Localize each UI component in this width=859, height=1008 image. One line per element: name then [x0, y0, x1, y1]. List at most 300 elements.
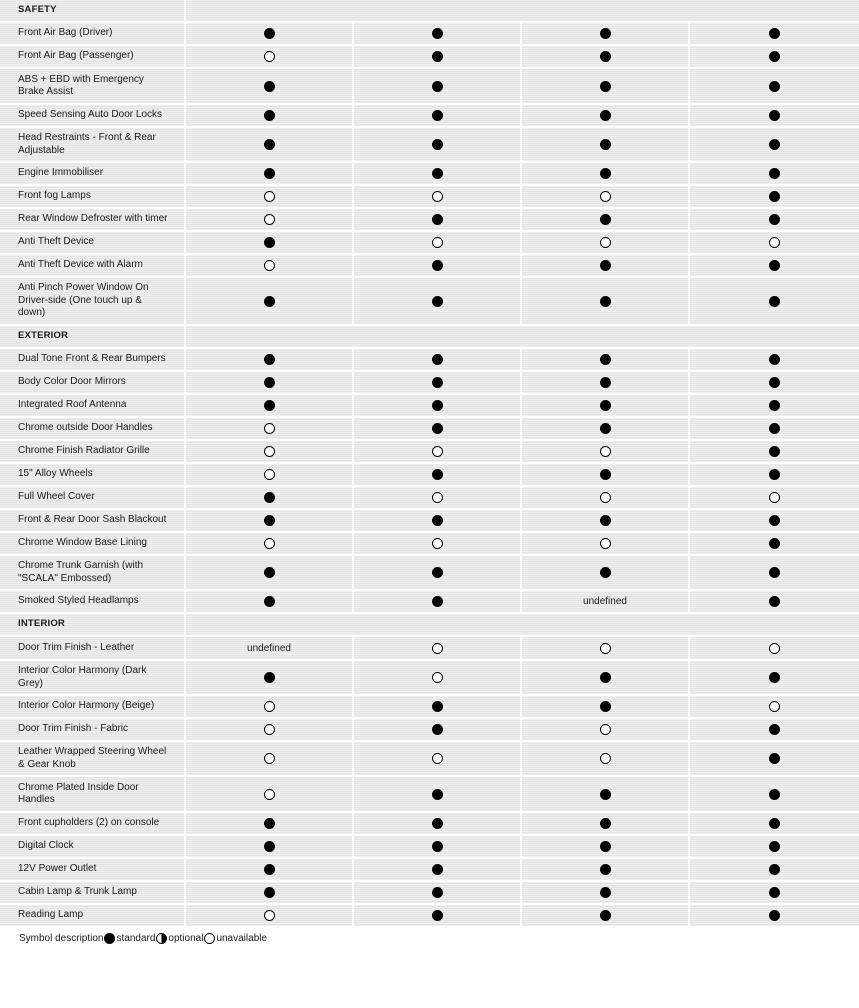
filled-circle-icon: [769, 864, 780, 875]
feature-value-cell: [690, 777, 859, 811]
filled-circle-icon: [264, 400, 275, 411]
empty-circle-icon: [264, 910, 275, 921]
filled-circle-icon: [432, 910, 443, 921]
filled-circle-icon: [769, 446, 780, 457]
feature-value-cell: [690, 163, 859, 184]
table-row: [0, 696, 859, 719]
filled-circle-icon: [264, 672, 275, 683]
empty-circle-icon: [264, 789, 275, 800]
filled-circle-icon: [600, 701, 611, 712]
table-row: [0, 719, 859, 742]
feature-value-cell: [690, 372, 859, 393]
filled-circle-icon: [769, 672, 780, 683]
feature-value-cell: [186, 372, 354, 393]
feature-value-cell: [690, 418, 859, 439]
filled-circle-icon: [432, 841, 443, 852]
empty-circle-icon: [600, 724, 611, 735]
empty-circle-icon: [769, 701, 780, 712]
feature-value-cell: [186, 742, 354, 775]
feature-label: Interior Color Harmony (Beige): [0, 696, 186, 717]
filled-circle-icon: [769, 139, 780, 150]
table-row: [0, 661, 859, 696]
feature-value-cell: [690, 719, 859, 740]
section-header-exterior: [0, 326, 859, 349]
feature-value-cell: [690, 836, 859, 857]
feature-value-cell: [186, 46, 354, 67]
feature-value-cell: [522, 23, 690, 44]
filled-circle-icon: [600, 139, 611, 150]
feature-value-cell: [522, 395, 690, 416]
filled-circle-icon: [264, 139, 275, 150]
legend-item-standard: [103, 933, 155, 944]
feature-value-cell: [186, 349, 354, 370]
feature-value-cell: [690, 637, 859, 659]
feature-value-cell: [186, 395, 354, 416]
feature-label: Chrome Finish Radiator Grille: [0, 441, 186, 462]
empty-circle-icon: [264, 724, 275, 735]
filled-circle-icon: [432, 28, 443, 39]
legend-label-unavailable: unavailable: [216, 932, 268, 944]
filled-circle-icon: [769, 423, 780, 434]
feature-value-cell: [354, 23, 522, 44]
feature-value-cell: [354, 105, 522, 126]
filled-circle-icon: [769, 515, 780, 526]
filled-circle-icon: [432, 701, 443, 712]
feature-value-cell: [690, 905, 859, 926]
empty-circle-icon: [600, 538, 611, 549]
feature-label: Front Air Bag (Passenger): [0, 46, 186, 67]
feature-value-cell: [186, 418, 354, 439]
feature-label: Chrome Plated Inside Door Handles: [0, 777, 186, 811]
feature-value-cell: [186, 163, 354, 184]
feature-label: 15" Alloy Wheels: [0, 464, 186, 485]
feature-value-cell: [690, 464, 859, 485]
feature-value-cell: [522, 46, 690, 67]
filled-circle-icon: [600, 296, 611, 307]
filled-circle-icon: [769, 567, 780, 578]
empty-circle-icon: [600, 237, 611, 248]
filled-circle-icon: [432, 110, 443, 121]
feature-value-cell: [354, 836, 522, 857]
filled-circle-icon: [432, 789, 443, 800]
feature-value-cell: [690, 591, 859, 612]
feature-label: Speed Sensing Auto Door Locks: [0, 105, 186, 126]
feature-value-cell: [522, 836, 690, 857]
legend-item-optional: [155, 933, 203, 944]
feature-value-cell: [522, 661, 690, 694]
filled-circle-icon: [600, 515, 611, 526]
feature-value-cell: [690, 349, 859, 370]
filled-circle-icon: [432, 864, 443, 875]
feature-value-cell: [186, 533, 354, 554]
feature-value-cell: [690, 46, 859, 67]
filled-circle-icon: [600, 400, 611, 411]
feature-value-cell: [186, 777, 354, 811]
filled-circle-icon: [432, 423, 443, 434]
empty-circle-icon: [600, 446, 611, 457]
empty-circle-icon: [769, 492, 780, 503]
feature-value-text: undefined: [247, 642, 291, 654]
feature-value-cell: [186, 105, 354, 126]
feature-label: Dual Tone Front & Rear Bumpers: [0, 349, 186, 370]
feature-value-cell: [354, 209, 522, 230]
empty-circle-icon: [264, 701, 275, 712]
filled-circle-icon: [432, 400, 443, 411]
table-row: [0, 813, 859, 836]
table-row: [0, 637, 859, 661]
feature-value-cell: [354, 186, 522, 207]
feature-label: Leather Wrapped Steering Wheel & Gear Knob: [0, 742, 186, 775]
feature-value-cell: [354, 510, 522, 531]
feature-label: Chrome Window Base Lining: [0, 533, 186, 554]
filled-circle-icon: [600, 81, 611, 92]
feature-label: Door Trim Finish - Fabric: [0, 719, 186, 740]
feature-value-cell: [354, 255, 522, 276]
feature-label: Reading Lamp: [0, 905, 186, 926]
feature-label: Anti Theft Device: [0, 232, 186, 253]
empty-circle-icon: [264, 191, 275, 202]
feature-value-cell: [354, 441, 522, 462]
filled-circle-icon: [432, 567, 443, 578]
table-row: [0, 128, 859, 163]
feature-value-cell: [522, 464, 690, 485]
feature-value-cell: [186, 719, 354, 740]
feature-label: Front Air Bag (Driver): [0, 23, 186, 44]
filled-circle-icon: [769, 596, 780, 607]
feature-value-cell: [186, 510, 354, 531]
filled-circle-icon: [600, 110, 611, 121]
table-row: [0, 487, 859, 510]
feature-value-cell: [522, 591, 690, 612]
filled-circle-icon: [264, 110, 275, 121]
feature-label: Body Color Door Mirrors: [0, 372, 186, 393]
filled-circle-icon: [264, 818, 275, 829]
feature-label: Anti Theft Device with Alarm: [0, 255, 186, 276]
section-title: INTERIOR: [0, 614, 186, 635]
feature-value-cell: [522, 859, 690, 880]
filled-circle-icon: [432, 377, 443, 388]
feature-label: Head Restraints - Front & Rear Adjustable: [0, 128, 186, 161]
feature-value-cell: [522, 209, 690, 230]
filled-circle-icon: [264, 841, 275, 852]
feature-value-cell: [522, 255, 690, 276]
table-row: [0, 278, 859, 326]
feature-value-cell: [186, 186, 354, 207]
feature-label: Smoked Styled Headlamps: [0, 591, 186, 612]
filled-circle-icon: [769, 753, 780, 764]
empty-circle-icon: [432, 672, 443, 683]
feature-value-cell: [186, 696, 354, 717]
filled-circle-icon: [600, 864, 611, 875]
feature-value-cell: [354, 487, 522, 508]
table-row: [0, 510, 859, 533]
filled-circle-icon: [600, 423, 611, 434]
feature-value-cell: [186, 661, 354, 694]
empty-circle-icon: [432, 237, 443, 248]
filled-circle-icon: [432, 260, 443, 271]
table-row: [0, 464, 859, 487]
feature-value-cell: [186, 464, 354, 485]
filled-circle-icon: [769, 191, 780, 202]
feature-value-cell: [186, 859, 354, 880]
table-row: [0, 742, 859, 777]
feature-value-cell: [522, 69, 690, 103]
feature-value-cell: [354, 591, 522, 612]
feature-value-cell: [522, 813, 690, 834]
feature-value-cell: [354, 372, 522, 393]
feature-value-cell: [522, 777, 690, 811]
feature-value-cell: [186, 905, 354, 926]
table-row: [0, 533, 859, 556]
filled-circle-icon: [432, 168, 443, 179]
filled-circle-icon: [769, 789, 780, 800]
feature-label: Engine Immobiliser: [0, 163, 186, 184]
table-row: [0, 905, 859, 928]
legend-title: Symbol description: [19, 932, 104, 944]
section-header-fill: [186, 0, 859, 21]
filled-circle-icon: [264, 81, 275, 92]
feature-value-cell: [186, 487, 354, 508]
filled-circle-icon: [104, 933, 115, 944]
table-row: [0, 441, 859, 464]
feature-value-cell: [354, 395, 522, 416]
filled-circle-icon: [769, 887, 780, 898]
feature-label: Front & Rear Door Sash Blackout: [0, 510, 186, 531]
section-header-interior: [0, 614, 859, 637]
feature-value-cell: [690, 510, 859, 531]
filled-circle-icon: [264, 28, 275, 39]
feature-value-cell: [522, 163, 690, 184]
feature-value-cell: [354, 661, 522, 694]
empty-circle-icon: [769, 643, 780, 654]
feature-label: ABS + EBD with Emergency Brake Assist: [0, 69, 186, 103]
feature-value-cell: [186, 128, 354, 161]
feature-value-cell: [354, 533, 522, 554]
feature-value-cell: [186, 591, 354, 612]
feature-value-cell: [354, 696, 522, 717]
feature-label: Chrome outside Door Handles: [0, 418, 186, 439]
filled-circle-icon: [432, 296, 443, 307]
section-title: EXTERIOR: [0, 326, 186, 347]
feature-value-cell: [354, 69, 522, 103]
feature-value-cell: [186, 255, 354, 276]
section-header-safety: [0, 0, 859, 23]
feature-value-cell: [522, 372, 690, 393]
filled-circle-icon: [264, 567, 275, 578]
feature-value-cell: [354, 905, 522, 926]
feature-label: Front cupholders (2) on console: [0, 813, 186, 834]
section-header-fill: [186, 614, 859, 635]
feature-value-cell: [690, 209, 859, 230]
feature-value-cell: [354, 813, 522, 834]
empty-circle-icon: [432, 446, 443, 457]
feature-label: Cabin Lamp & Trunk Lamp: [0, 882, 186, 903]
filled-circle-icon: [432, 469, 443, 480]
filled-circle-icon: [769, 538, 780, 549]
feature-value-cell: [186, 637, 354, 659]
feature-value-cell: [690, 859, 859, 880]
filled-circle-icon: [600, 377, 611, 388]
filled-circle-icon: [600, 469, 611, 480]
feature-value-cell: [522, 128, 690, 161]
feature-value-cell: [522, 232, 690, 253]
feature-value-cell: [522, 905, 690, 926]
filled-circle-icon: [600, 789, 611, 800]
filled-circle-icon: [769, 818, 780, 829]
feature-value-cell: [354, 278, 522, 324]
feature-value-cell: [522, 278, 690, 324]
feature-value-cell: [690, 696, 859, 717]
table-row: [0, 882, 859, 905]
feature-value-cell: [690, 69, 859, 103]
filled-circle-icon: [769, 400, 780, 411]
feature-value-cell: [354, 637, 522, 659]
filled-circle-icon: [600, 910, 611, 921]
feature-value-cell: [354, 464, 522, 485]
filled-circle-icon: [264, 354, 275, 365]
feature-value-cell: [690, 813, 859, 834]
table-row: [0, 163, 859, 186]
filled-circle-icon: [769, 260, 780, 271]
feature-value-cell: [186, 441, 354, 462]
empty-circle-icon: [432, 643, 443, 654]
feature-value-text: undefined: [583, 596, 627, 607]
feature-value-cell: [354, 349, 522, 370]
feature-value-cell: [690, 128, 859, 161]
feature-value-cell: [690, 742, 859, 775]
table-row: [0, 23, 859, 46]
feature-value-cell: [522, 533, 690, 554]
feature-value-cell: [522, 510, 690, 531]
filled-circle-icon: [769, 724, 780, 735]
feature-value-cell: [354, 882, 522, 903]
feature-label: Digital Clock: [0, 836, 186, 857]
empty-circle-icon: [264, 446, 275, 457]
filled-circle-icon: [769, 377, 780, 388]
feature-value-cell: [186, 232, 354, 253]
empty-circle-icon: [264, 260, 275, 271]
feature-label: 12V Power Outlet: [0, 859, 186, 880]
feature-value-cell: [690, 487, 859, 508]
table-row: [0, 69, 859, 105]
filled-circle-icon: [769, 469, 780, 480]
feature-value-cell: [690, 556, 859, 589]
table-row: [0, 591, 859, 614]
filled-circle-icon: [600, 28, 611, 39]
filled-circle-icon: [600, 672, 611, 683]
filled-circle-icon: [264, 515, 275, 526]
table-row: [0, 418, 859, 441]
filled-circle-icon: [264, 168, 275, 179]
filled-circle-icon: [432, 214, 443, 225]
table-row: [0, 836, 859, 859]
feature-value-cell: [522, 186, 690, 207]
feature-value-cell: [690, 255, 859, 276]
feature-label: Integrated Roof Antenna: [0, 395, 186, 416]
half-filled-circle-icon: [156, 933, 167, 944]
filled-circle-icon: [264, 237, 275, 248]
feature-value-cell: [354, 46, 522, 67]
feature-label: Door Trim Finish - Leather: [0, 637, 186, 659]
empty-circle-icon: [432, 753, 443, 764]
feature-value-cell: [186, 556, 354, 589]
feature-value-cell: [354, 742, 522, 775]
feature-value-cell: [354, 418, 522, 439]
filled-circle-icon: [769, 28, 780, 39]
feature-label: Anti Pinch Power Window On Driver-side (One touch up & down): [0, 278, 186, 324]
table-row: [0, 105, 859, 128]
table-row: [0, 395, 859, 418]
filled-circle-icon: [432, 515, 443, 526]
empty-circle-icon: [264, 753, 275, 764]
section-header-fill: [186, 326, 859, 347]
filled-circle-icon: [432, 724, 443, 735]
feature-value-cell: [354, 719, 522, 740]
feature-value-cell: [522, 719, 690, 740]
filled-circle-icon: [600, 887, 611, 898]
feature-value-cell: [354, 128, 522, 161]
symbol-legend: [0, 928, 859, 948]
filled-circle-icon: [600, 51, 611, 62]
table-row: [0, 255, 859, 278]
feature-value-cell: [690, 186, 859, 207]
empty-circle-icon: [264, 423, 275, 434]
legend-label-standard: standard: [116, 932, 156, 944]
filled-circle-icon: [769, 51, 780, 62]
filled-circle-icon: [432, 51, 443, 62]
feature-value-cell: [354, 556, 522, 589]
table-row: [0, 372, 859, 395]
filled-circle-icon: [769, 354, 780, 365]
feature-value-cell: [354, 777, 522, 811]
filled-circle-icon: [432, 81, 443, 92]
table-row: [0, 232, 859, 255]
filled-circle-icon: [264, 296, 275, 307]
feature-label: Interior Color Harmony (Dark Grey): [0, 661, 186, 694]
feature-value-cell: [522, 441, 690, 462]
feature-value-cell: [690, 105, 859, 126]
feature-value-cell: [186, 209, 354, 230]
feature-value-cell: [522, 742, 690, 775]
filled-circle-icon: [600, 354, 611, 365]
filled-circle-icon: [769, 81, 780, 92]
feature-label: Front fog Lamps: [0, 186, 186, 207]
filled-circle-icon: [432, 887, 443, 898]
feature-value-cell: [522, 418, 690, 439]
feature-value-cell: [522, 556, 690, 589]
filled-circle-icon: [600, 567, 611, 578]
empty-circle-icon: [264, 214, 275, 225]
filled-circle-icon: [432, 139, 443, 150]
filled-circle-icon: [432, 354, 443, 365]
feature-value-cell: [690, 395, 859, 416]
feature-value-cell: [690, 23, 859, 44]
feature-value-cell: [354, 859, 522, 880]
filled-circle-icon: [600, 168, 611, 179]
empty-circle-icon: [432, 191, 443, 202]
feature-value-cell: [522, 637, 690, 659]
feature-value-cell: [690, 533, 859, 554]
table-row: [0, 209, 859, 232]
filled-circle-icon: [264, 596, 275, 607]
feature-value-cell: [186, 882, 354, 903]
filled-circle-icon: [600, 841, 611, 852]
empty-circle-icon: [264, 469, 275, 480]
empty-circle-icon: [432, 538, 443, 549]
table-row: [0, 859, 859, 882]
feature-value-cell: [186, 813, 354, 834]
table-row: [0, 777, 859, 813]
